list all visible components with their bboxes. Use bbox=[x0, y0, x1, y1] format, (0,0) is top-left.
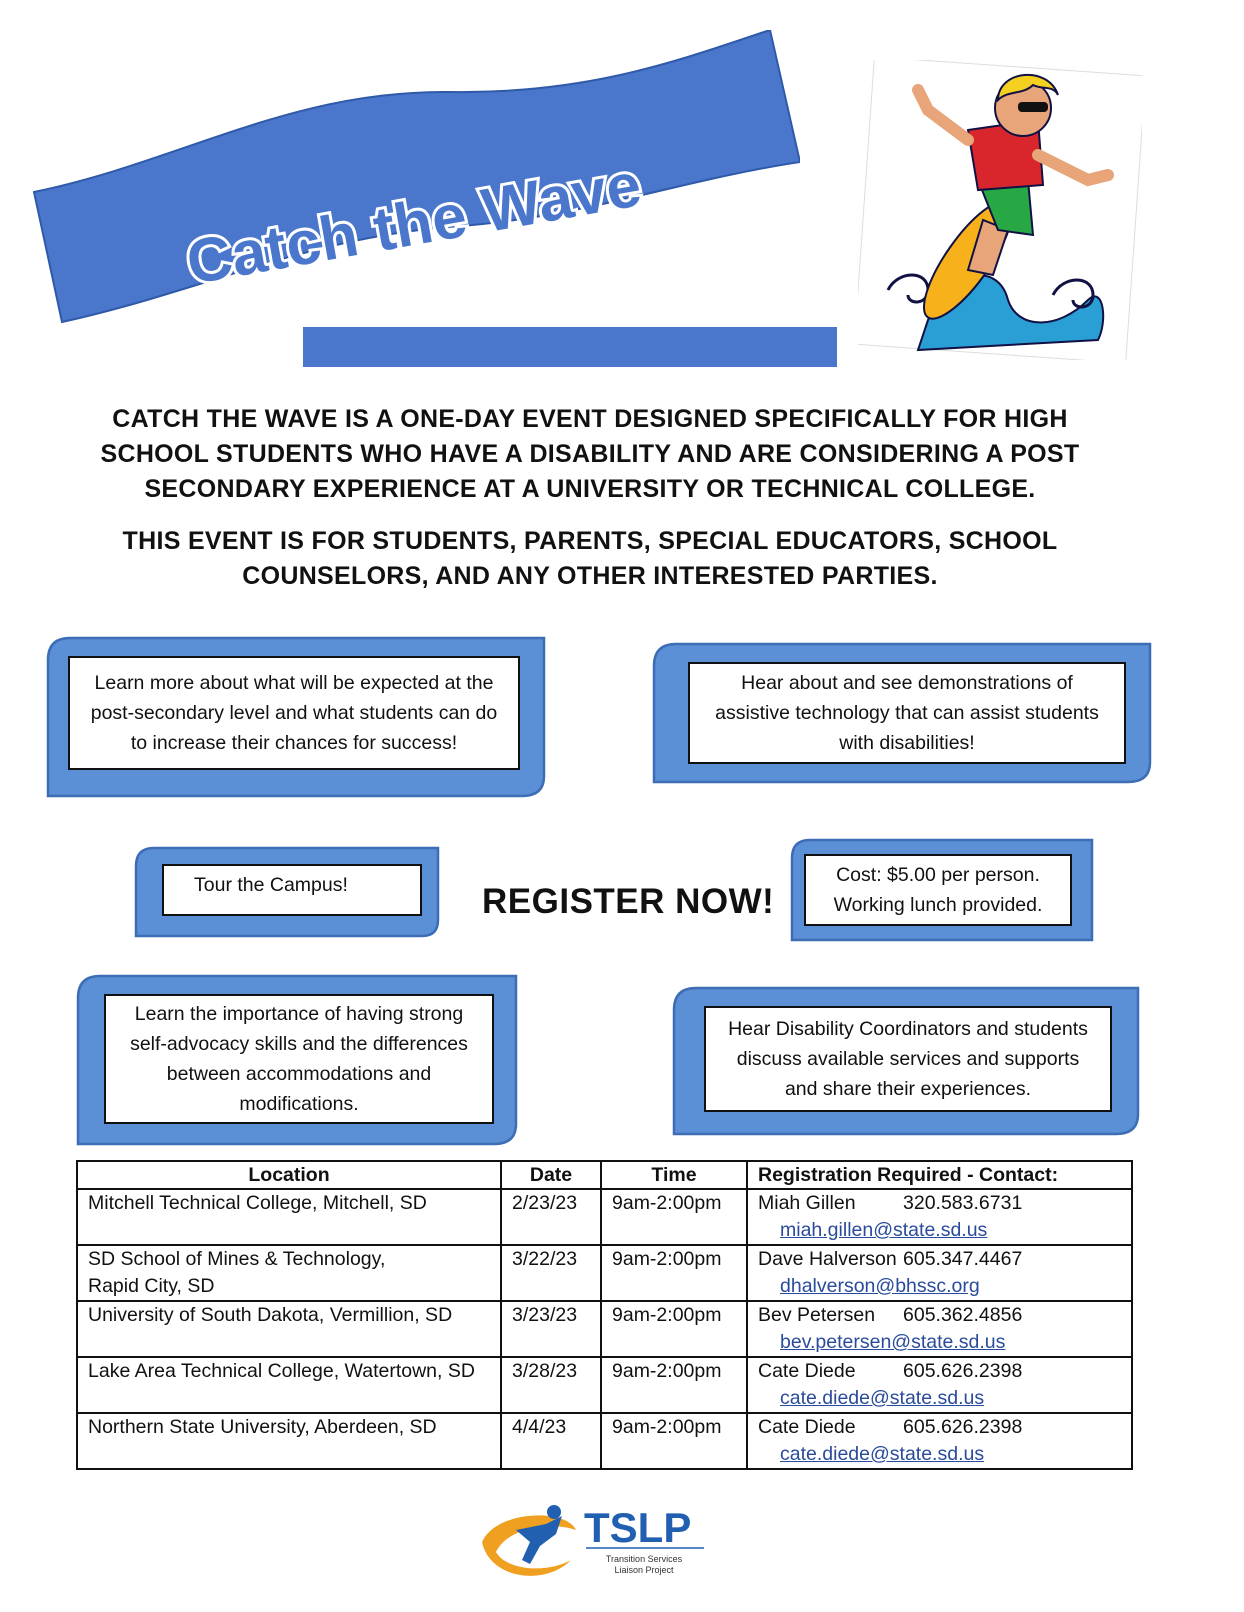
cell-contact bbox=[747, 1301, 1132, 1357]
feature-box-expectations bbox=[46, 636, 546, 798]
contact-name: Cate Diede bbox=[758, 1416, 856, 1438]
cell-date: 4/4/23 bbox=[501, 1413, 601, 1469]
contact-email-link[interactable]: dhalverson@bhssc.org bbox=[780, 1275, 980, 1297]
banner-underline-bar bbox=[303, 327, 837, 367]
cell-location: Mitchell Technical College, Mitchell, SD bbox=[77, 1189, 501, 1245]
contact-name: Dave Halverson bbox=[758, 1248, 897, 1270]
cell-time: 9am-2:00pm bbox=[601, 1301, 747, 1357]
feature-text-self-advocacy: Learn the importance of having strong self-advocacy skills and the differences between accommodations and modifications. bbox=[104, 994, 494, 1124]
cell-time: 9am-2:00pm bbox=[601, 1189, 747, 1245]
cell-time: 9am-2:00pm bbox=[601, 1413, 747, 1469]
banner-title: Catch the Wave bbox=[181, 150, 647, 299]
feature-text-coordinators: Hear Disability Coordinators and students discuss available services and supports and share their experiences. bbox=[704, 1006, 1112, 1112]
table-row bbox=[77, 1189, 1132, 1245]
contact-name: Miah Gillen bbox=[758, 1192, 856, 1214]
contact-phone: 320.583.6731 bbox=[903, 1192, 1023, 1214]
contact-email-link[interactable]: bev.petersen@state.sd.us bbox=[780, 1331, 1006, 1353]
tslp-logo bbox=[476, 1490, 716, 1594]
intro-paragraph: CATCH THE WAVE IS A ONE-DAY EVENT DESIGNED SPECIFICALLY FOR HIGH SCHOOL STUDENTS WHO HAVE A DISABILITY AND ARE CONSIDERING A POST SECONDARY EXPERIENCE AT A UNIVERSITY OR TECHNICAL COLLEGE. bbox=[100, 405, 1080, 503]
cell-location: University of South Dakota, Vermillion, SD bbox=[77, 1301, 501, 1357]
table-row bbox=[77, 1245, 1132, 1301]
logo-name: TSLP bbox=[584, 1504, 692, 1551]
table-row bbox=[77, 1413, 1132, 1469]
feature-box-cost bbox=[790, 838, 1094, 942]
cell-time: 9am-2:00pm bbox=[601, 1357, 747, 1413]
cell-date: 3/22/23 bbox=[501, 1245, 601, 1301]
feature-box-coordinators bbox=[672, 986, 1140, 1136]
logo-subtitle-line1: Transition Services bbox=[605, 1554, 683, 1564]
contact-name: Cate Diede bbox=[758, 1360, 856, 1382]
header-location: Location bbox=[77, 1161, 501, 1189]
feature-text-assistive-technology: Hear about and see demonstrations of assistive technology that can assist students with disabilities! bbox=[688, 662, 1126, 764]
feature-text-expectations: Learn more about what will be expected at the post-secondary level and what students can do to increase their chances for success! bbox=[68, 656, 520, 770]
register-now-heading: REGISTER NOW! bbox=[482, 882, 775, 921]
contact-email-link[interactable]: cate.diede@state.sd.us bbox=[780, 1387, 985, 1409]
surfer-illustration bbox=[858, 60, 1142, 360]
table-header-row bbox=[77, 1161, 1132, 1189]
cell-date: 2/23/23 bbox=[501, 1189, 601, 1245]
logo-subtitle-line2: Liaison Project bbox=[614, 1565, 674, 1575]
header-time: Time bbox=[601, 1161, 747, 1189]
feature-box-assistive-technology bbox=[652, 642, 1152, 784]
schedule-table bbox=[76, 1160, 1133, 1470]
cell-date: 3/23/23 bbox=[501, 1301, 601, 1357]
cell-time: 9am-2:00pm bbox=[601, 1245, 747, 1301]
audience-paragraph: THIS EVENT IS FOR STUDENTS, PARENTS, SPECIAL EDUCATORS, SCHOOL COUNSELORS, AND ANY OTHER INTERESTED PARTIES. bbox=[122, 527, 1058, 590]
cell-contact bbox=[747, 1357, 1132, 1413]
contact-phone: 605.362.4856 bbox=[903, 1304, 1023, 1326]
contact-email-link[interactable]: cate.diede@state.sd.us bbox=[780, 1443, 985, 1465]
table-row bbox=[77, 1357, 1132, 1413]
header-date: Date bbox=[501, 1161, 601, 1189]
catch-the-wave-banner bbox=[30, 30, 800, 330]
cell-date: 3/28/23 bbox=[501, 1357, 601, 1413]
feature-box-tour bbox=[134, 846, 440, 938]
cell-location: Lake Area Technical College, Watertown, SD bbox=[77, 1357, 501, 1413]
contact-phone: 605.347.4467 bbox=[903, 1248, 1023, 1270]
feature-box-self-advocacy bbox=[76, 974, 518, 1146]
feature-text-cost: Cost: $5.00 per person. Working lunch provided. bbox=[804, 854, 1072, 926]
header-contact: Registration Required - Contact: bbox=[747, 1161, 1132, 1189]
contact-phone: 605.626.2398 bbox=[903, 1416, 1023, 1438]
contact-phone: 605.626.2398 bbox=[903, 1360, 1023, 1382]
contact-email-link[interactable]: miah.gillen@state.sd.us bbox=[780, 1219, 988, 1241]
cell-location: SD School of Mines & Technology, Rapid City, SD bbox=[77, 1245, 501, 1301]
cell-contact bbox=[747, 1189, 1132, 1245]
cell-contact bbox=[747, 1245, 1132, 1301]
table-row bbox=[77, 1301, 1132, 1357]
cell-location: Northern State University, Aberdeen, SD bbox=[77, 1413, 501, 1469]
feature-text-tour: Tour the Campus! bbox=[162, 864, 422, 916]
logo-figure-icon bbox=[547, 1505, 561, 1519]
cell-contact bbox=[747, 1413, 1132, 1469]
contact-name: Bev Petersen bbox=[758, 1304, 876, 1326]
